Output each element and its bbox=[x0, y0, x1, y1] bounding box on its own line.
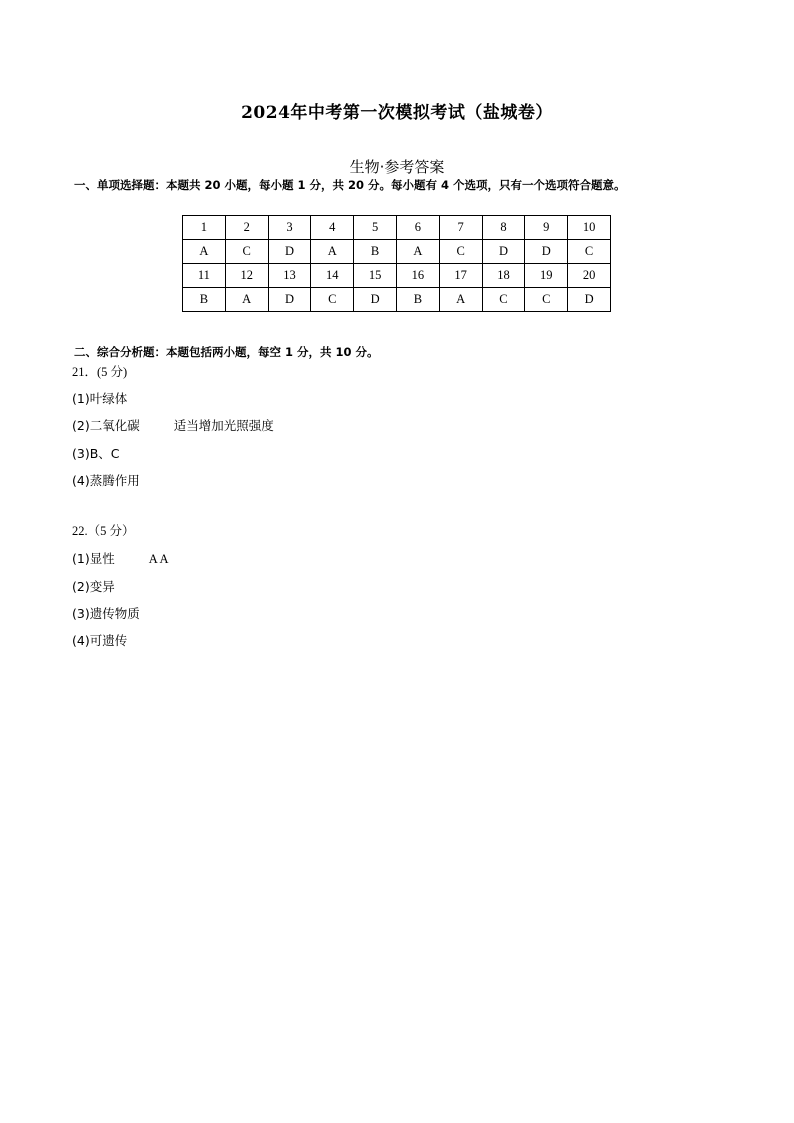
answer-table-body bbox=[183, 216, 611, 312]
q22-answer-4: (4)可遗传 bbox=[72, 633, 128, 648]
page-title: 2024年中考第一次模拟考试（盐城卷） bbox=[241, 103, 553, 123]
table-cell: C bbox=[225, 240, 268, 264]
q22-header: 22.（5 分） bbox=[72, 524, 135, 538]
table-cell: D bbox=[525, 240, 568, 264]
table-cell: 18 bbox=[482, 264, 525, 288]
table-cell: D bbox=[268, 288, 311, 312]
q21-answer-3: (3)B、C bbox=[72, 446, 120, 461]
q21-answer-1: (1)叶绿体 bbox=[72, 391, 128, 406]
q22-answer-3: (3)遗传物质 bbox=[72, 606, 140, 621]
table-cell: 2 bbox=[225, 216, 268, 240]
table-cell: A bbox=[183, 240, 226, 264]
q21-answer-4: (4)蒸腾作用 bbox=[72, 473, 140, 488]
table-cell: 1 bbox=[183, 216, 226, 240]
table-cell: 3 bbox=[268, 216, 311, 240]
table-cell: D bbox=[354, 288, 397, 312]
table-cell: A bbox=[396, 240, 439, 264]
table-cell: 7 bbox=[439, 216, 482, 240]
table-cell: 11 bbox=[183, 264, 226, 288]
table-cell: D bbox=[568, 288, 611, 312]
section1-heading: 一、单项选择题：本题共 20 小题，每小题 1 分，共 20 分。每小题有 4 个选项，只有一个选项符合题意。 bbox=[74, 178, 626, 192]
table-cell: 14 bbox=[311, 264, 354, 288]
table-cell: 19 bbox=[525, 264, 568, 288]
table-cell: D bbox=[268, 240, 311, 264]
table-cell: C bbox=[568, 240, 611, 264]
table-cell: C bbox=[482, 288, 525, 312]
table-cell: 6 bbox=[396, 216, 439, 240]
q21-answer-2 bbox=[72, 416, 274, 434]
table-cell: C bbox=[311, 288, 354, 312]
table-cell: A bbox=[311, 240, 354, 264]
table-row bbox=[183, 288, 611, 312]
table-row bbox=[183, 264, 611, 288]
page-subtitle: 生物·参考答案 bbox=[349, 158, 445, 176]
q22-answer-1a: (1)显性 bbox=[72, 551, 115, 566]
q21-answer-2a: (2)二氧化碳 bbox=[72, 418, 140, 433]
table-cell: B bbox=[396, 288, 439, 312]
q22-answer-1b: A A bbox=[148, 552, 169, 566]
table-row bbox=[183, 240, 611, 264]
q22-answer-2: (2)变异 bbox=[72, 579, 115, 594]
table-cell: B bbox=[354, 240, 397, 264]
table-cell: 20 bbox=[568, 264, 611, 288]
table-cell: C bbox=[525, 288, 568, 312]
table-cell: D bbox=[482, 240, 525, 264]
answer-table bbox=[182, 215, 611, 312]
table-row bbox=[183, 216, 611, 240]
table-cell: A bbox=[225, 288, 268, 312]
q21-header: 21．(5 分) bbox=[72, 365, 128, 379]
table-cell: 12 bbox=[225, 264, 268, 288]
q22-answer-1 bbox=[72, 549, 169, 567]
table-cell: 10 bbox=[568, 216, 611, 240]
table-cell: A bbox=[439, 288, 482, 312]
table-cell: 15 bbox=[354, 264, 397, 288]
table-cell: 5 bbox=[354, 216, 397, 240]
table-cell: C bbox=[439, 240, 482, 264]
table-cell: 9 bbox=[525, 216, 568, 240]
q21-answer-2b: 适当增加光照强度 bbox=[173, 418, 274, 433]
table-cell: B bbox=[183, 288, 226, 312]
table-cell: 16 bbox=[396, 264, 439, 288]
table-cell: 13 bbox=[268, 264, 311, 288]
table-cell: 8 bbox=[482, 216, 525, 240]
table-cell: 17 bbox=[439, 264, 482, 288]
section2-heading: 二、综合分析题：本题包括两小题，每空 1 分，共 10 分。 bbox=[74, 345, 379, 359]
table-cell: 4 bbox=[311, 216, 354, 240]
